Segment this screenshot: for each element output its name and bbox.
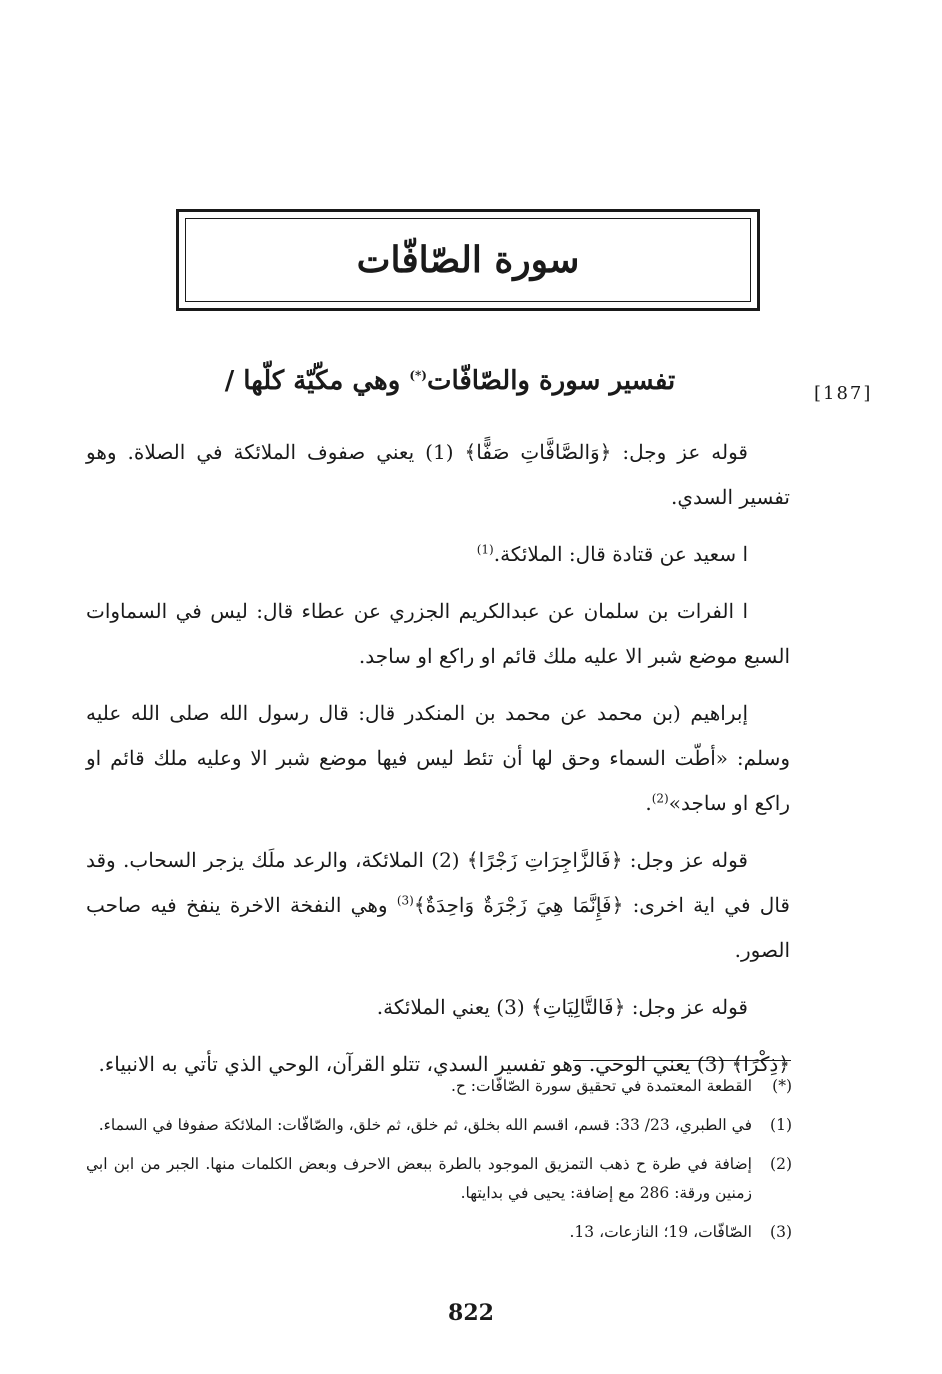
paragraph-5 [86, 838, 790, 973]
footnote-number: (3) [770, 1223, 792, 1241]
manuscript-page-ref: [187] [814, 383, 873, 404]
paragraph-3: ا الفرات بن سلمان عن عبدالكريم الجزري عن عطاء قال: ليس في السماوات السبع موضع شبر الا عليه ملك قائم او راكع او ساجد. [86, 599, 790, 668]
section-heading-text: تفسير سورة والصّافّات [426, 366, 676, 396]
footnote-separator [573, 1060, 791, 1061]
footnote-number: (1) [770, 1116, 792, 1134]
footnote-text: في الطبري، 23/ 33: قسم، اقسم الله بخلق، ثم خلق، ثم خلق، والصّافّات: الملائكة صفوفا في السماء. [98, 1116, 752, 1134]
footnote-number: (2) [770, 1155, 792, 1173]
paragraph-2 [86, 532, 790, 577]
body-text [86, 430, 790, 1099]
title-frame [176, 209, 760, 311]
footnote-text: القطعة المعتمدة في تحقيق سورة الصّافّات: ح. [450, 1077, 752, 1095]
paragraph-2-text: ا سعيد عن قتادة قال: الملائكة. [493, 542, 748, 566]
footnote-item [86, 1150, 792, 1208]
footnote-item [86, 1072, 792, 1101]
title-frame-inner [185, 218, 751, 302]
footnote-ref-1: (1) [476, 542, 494, 557]
section-heading [200, 366, 700, 396]
footnote-text: الصّافّات، 19؛ النازعات، 13. [569, 1223, 752, 1241]
section-heading-tail: وهي مكّيّة كلّها / [224, 366, 410, 396]
page-number: 822 [448, 1300, 494, 1326]
paragraph-4-tail: . [645, 791, 652, 815]
paragraph-5-text: قوله عز وجل: ﴿فَالزَّاجِرَاتِ زَجْرًا﴾ (2) الملائكة، والرعد ملَك يزجر السحاب. وقد قال في اية اخرى: ﴿فَإِنَّمَا هِيَ زَجْرَةٌ وَاحِدَةٌ﴾ [86, 848, 790, 917]
paragraph-7: ﴿ذِكْرًا﴾ (3) يعني الوحي. وهو تفسير السدي، تتلو القرآن، الوحي الذي تأتي به الانبياء. [98, 1052, 790, 1076]
footnotes [86, 1072, 792, 1257]
footnote-ref-3: (3) [396, 893, 414, 908]
surah-title: سورة الصّافّات [356, 239, 580, 281]
footnote-number: (*) [772, 1077, 792, 1095]
footnote-text: إضافة في طرة ح ذهب التمزيق الموجود بالطرة ببعض الاحرف وبعض الكلمات منها. الجبر من ابن ابي زمنين ورقة: 286 مع إضافة: يحيى في بدايتها. [86, 1155, 752, 1202]
footnote-item [86, 1218, 792, 1247]
paragraph-1: قوله عز وجل: ﴿وَالصَّافَّاتِ صَفًّا﴾ (1) يعني صفوف الملائكة في الصلاة. وهو تفسير السدي. [86, 440, 790, 509]
footnote-ref-2: (2) [651, 791, 669, 806]
section-heading-mark: (*) [409, 368, 427, 383]
paragraph-4-text: إبراهيم (بن محمد عن محمد بن المنكدر قال: قال رسول الله صلى الله عليه وسلم: «أطّت السماء وحق لها أن تئط ليس فيها موضع شبر الا وعليه ملك قائم او راكع او ساجد» [86, 701, 790, 815]
paragraph-4 [86, 691, 790, 826]
paragraph-6: قوله عز وجل: ﴿فَالتَّالِيَاتِ﴾ (3) يعني الملائكة. [376, 995, 748, 1019]
paragraph-5-tail: وهي النفخة الاخرة ينفخ فيه صاحب الصور. [86, 893, 790, 962]
footnote-item [86, 1111, 792, 1140]
